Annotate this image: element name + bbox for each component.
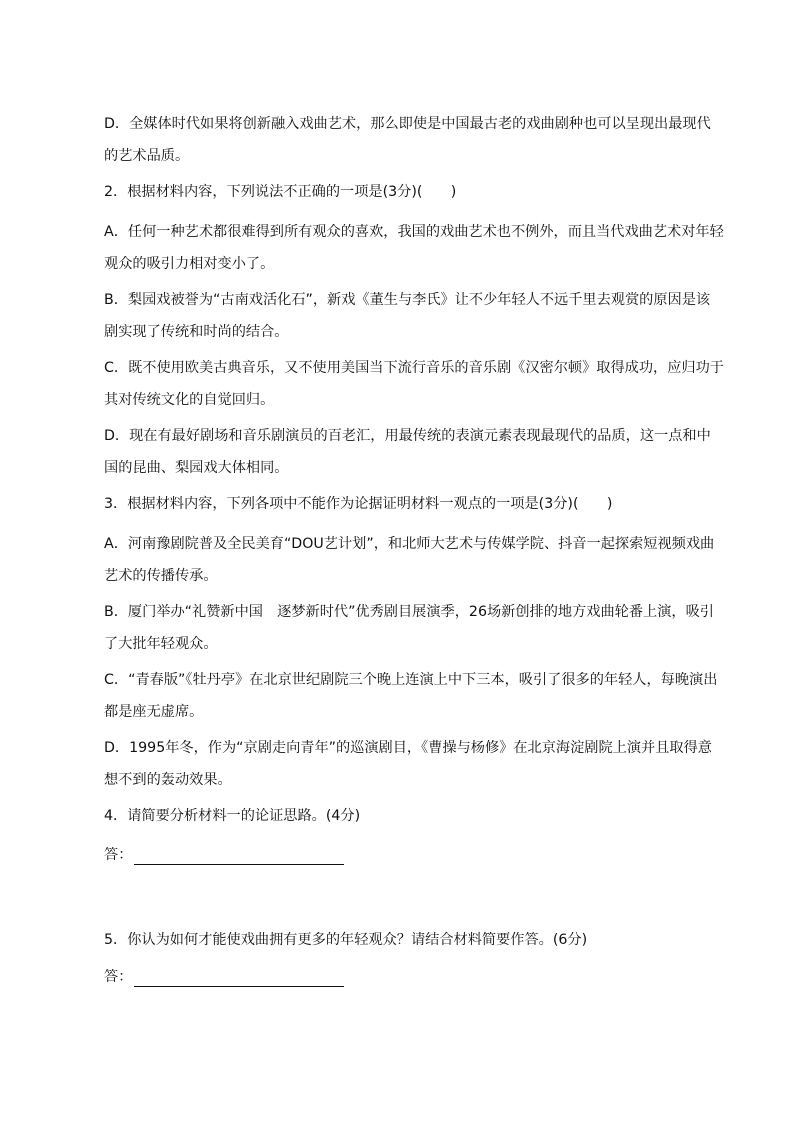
- option-1-d: D．全媒体时代如果将创新融入戏曲艺术，那么即使是中国最古老的戏曲剧种也可以呈现出最现代的艺术品质。: [104, 116, 711, 164]
- question-2-stem: 2．根据材料内容，下列说法不正确的一项是(3分)( ): [104, 184, 457, 200]
- answer-blank-line[interactable]: [134, 846, 344, 865]
- question-3-option-a: A．河南豫剧院普及全民美育“DOU艺计划”，和北师大艺术与传媒学院、抖音一起探索短视频戏曲艺术的传播传承。: [104, 536, 715, 584]
- question-4-answer: [104, 845, 344, 865]
- question-3-option-d: D．1995年冬，作为“京剧走向青年”的巡演剧目，《曹操与杨修》在北京海淀剧院上演并且取得意想不到的轰动效果。: [104, 740, 712, 788]
- answer-label: 答：: [104, 847, 133, 863]
- question-5-stem: 5．你认为如何才能使戏曲拥有更多的年轻观众？请结合材料简要作答。(6分): [104, 932, 588, 948]
- question-2-option-b: B．梨园戏被誉为“古南戏活化石”，新戏《董生与李氏》让不少年轻人不远千里去观赏的原因是该剧实现了传统和时尚的结合。: [104, 292, 711, 340]
- question-3-option-b: B．厦门举办“礼赞新中国 逐梦新时代”优秀剧目展演季，26场新创排的地方戏曲轮番上演，吸引了大批年轻观众。: [104, 604, 714, 652]
- answer-label: 答：: [104, 969, 133, 985]
- question-5-answer: [104, 967, 344, 987]
- question-2-option-d: D．现在有最好剧场和音乐剧演员的百老汇，用最传统的表演元素表现最现代的品质，这一点和中国的昆曲、梨园戏大体相同。: [104, 428, 711, 476]
- question-2-option-a: A．任何一种艺术都很难得到所有观众的喜欢，我国的戏曲艺术也不例外，而且当代戏曲艺术对年轻观众的吸引力相对变小了。: [104, 224, 724, 272]
- question-3-option-c: C．“青春版”《牡丹亭》在北京世纪剧院三个晚上连演上中下三本，吸引了很多的年轻人，每晚演出都是座无虚席。: [104, 672, 718, 720]
- answer-blank-line[interactable]: [134, 968, 344, 987]
- question-2-option-c: C．既不使用欧美古典音乐，又不使用美国当下流行音乐的音乐剧《汉密尔顿》取得成功，应归功于其对传统文化的自觉回归。: [104, 360, 724, 408]
- question-4-stem: 4．请简要分析材料一的论证思路。(4分): [104, 808, 361, 824]
- question-3-stem: 3．根据材料内容，下列各项中不能作为论据证明材料一观点的一项是(3分)( ): [104, 496, 613, 512]
